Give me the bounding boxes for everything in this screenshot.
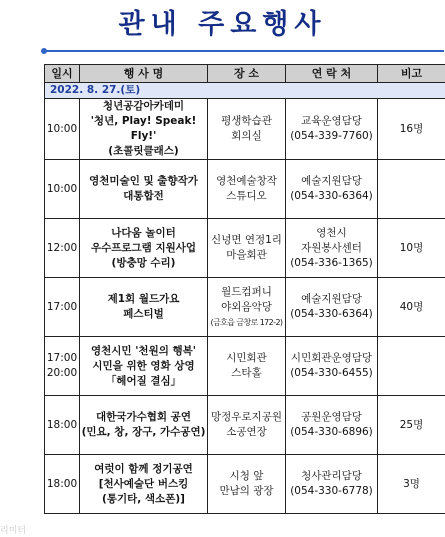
watermark: 리미터	[0, 526, 27, 536]
cell-event	[80, 337, 208, 396]
cell-time-line: 18:00	[46, 418, 78, 431]
cell-event-line: 시민을 위한 영화 상영	[92, 359, 195, 372]
page-title: 관내 주요행사	[118, 9, 327, 40]
cell-note	[378, 396, 445, 455]
header-contact: 연 락 처	[286, 65, 378, 83]
cell-contact	[286, 278, 378, 337]
cell-contact-line: 청사관리담당	[301, 470, 362, 482]
cell-note-line: 25명	[399, 418, 424, 431]
cell-contact-line: (054-330-6778)	[290, 485, 373, 497]
cell-contact-line: 예술지원담당	[301, 175, 362, 187]
cell-note	[378, 160, 445, 219]
cell-time-line: 12:00	[46, 241, 78, 254]
events-table	[44, 64, 445, 514]
cell-event	[80, 99, 208, 160]
cell-place	[208, 396, 286, 455]
header-time: 일시	[45, 65, 80, 83]
table-row	[45, 278, 445, 337]
cell-contact-line: (054-330-6455)	[290, 367, 373, 379]
cell-note	[378, 219, 445, 278]
cell-contact-line: 공원운영담당	[301, 411, 362, 423]
cell-event	[80, 455, 208, 514]
cell-place-line: 영천예술창작	[216, 175, 277, 187]
cell-place-line: 시민회관	[226, 352, 267, 364]
cell-event-line: 제1회 월드가요	[107, 293, 180, 305]
cell-contact-line: 교육운영담당	[301, 115, 362, 127]
cell-time-line: 10:00	[46, 122, 78, 135]
date-row	[45, 83, 445, 99]
table-row	[45, 160, 445, 219]
cell-time	[45, 455, 80, 514]
cell-event-line: 「헤어질 결심」	[105, 374, 182, 387]
cell-contact-line: (054-330-6364)	[290, 190, 373, 202]
cell-place-line: 소공연장	[226, 426, 267, 438]
cell-place	[208, 278, 286, 337]
date-label: 2022. 8. 27.(토)	[45, 83, 445, 99]
cell-time-line: 17:00	[46, 352, 78, 364]
cell-event-line: (통기타, 색소폰)]	[102, 492, 185, 505]
cell-time-line: 17:00	[46, 300, 78, 313]
cell-event-line: [천사예술단 버스킹	[98, 477, 189, 490]
cell-note	[378, 337, 445, 396]
cell-event-line: 여럿이 함께 정기공연	[94, 462, 193, 475]
cell-contact-line: 영천시	[316, 226, 347, 239]
cell-contact	[286, 396, 378, 455]
cell-event	[80, 219, 208, 278]
cell-place-line: 평생학습관	[221, 115, 272, 127]
cell-place-line: 시청 앞	[229, 470, 264, 482]
cell-time	[45, 160, 80, 219]
cell-note-line: 16명	[399, 122, 424, 135]
cell-contact	[286, 99, 378, 160]
cell-event-line: (방충망 수리)	[111, 256, 176, 269]
table-row	[45, 99, 445, 160]
cell-contact	[286, 337, 378, 396]
header-place: 장 소	[208, 65, 286, 83]
table-row	[45, 455, 445, 514]
table-row	[45, 337, 445, 396]
cell-place	[208, 455, 286, 514]
cell-event	[80, 160, 208, 219]
cell-contact-line: 예술지원담당	[301, 293, 362, 305]
table-row	[45, 219, 445, 278]
cell-place-line: 망정우로지공원	[210, 411, 282, 423]
cell-event-line: 영천시민 '천원의 행복'	[90, 344, 197, 357]
cell-contact-line: (054-336-1365)	[290, 256, 373, 269]
cell-time-line: 20:00	[46, 367, 78, 379]
cell-time	[45, 219, 80, 278]
cell-event	[80, 278, 208, 337]
cell-event-line: 대통합전	[123, 190, 164, 202]
header-row	[45, 65, 445, 83]
cell-contact-line: (054-339-7760)	[290, 130, 373, 142]
cell-time	[45, 99, 80, 160]
cell-time-line: 10:00	[46, 182, 78, 195]
cell-contact-line: (054-330-6364)	[290, 308, 373, 320]
cell-event-line: (민요, 창, 장구, 가수공연)	[81, 426, 206, 438]
cell-contact	[286, 219, 378, 278]
cell-event-line: 우수프로그램 지원사업	[90, 241, 197, 254]
cell-contact-line: (054-330-6896)	[290, 426, 373, 438]
cell-time-line: 18:00	[46, 477, 78, 490]
cell-place-line: 마을회관	[226, 249, 267, 261]
cell-note-line: 10명	[399, 241, 424, 254]
header-event: 행 사 명	[80, 65, 208, 83]
cell-place-line: (금호읍 금창로 172-2)	[210, 317, 283, 327]
cell-contact	[286, 455, 378, 514]
cell-place-line: 신녕면 연정1리	[211, 234, 282, 246]
header-note: 비고	[378, 65, 445, 83]
cell-place-line: 회의실	[231, 130, 262, 142]
cell-place-line: 만남의 광장	[219, 485, 274, 497]
cell-note-line: 3명	[403, 477, 420, 490]
cell-place-line: 스튜디오	[226, 190, 267, 202]
cell-event-line: (초콜릿클래스)	[108, 145, 179, 157]
cell-event-line: 대한국가수협회 공연	[96, 411, 191, 423]
cell-event-line: 페스티벌	[123, 308, 164, 320]
cell-note-line: 40명	[399, 300, 424, 313]
cell-event-line: '청년, Play! Speak! Fly!'	[90, 115, 197, 142]
cell-contact	[286, 160, 378, 219]
title-underline	[44, 50, 444, 52]
cell-place	[208, 99, 286, 160]
cell-place-line: 월드컴퍼니	[221, 285, 272, 298]
cell-place	[208, 160, 286, 219]
cell-event-line: 나다움 놀이터	[111, 226, 176, 239]
cell-event-line: 청년공감아카데미	[102, 100, 185, 112]
cell-contact-line: 자원봉사센터	[301, 241, 362, 254]
cell-note	[378, 455, 445, 514]
cell-place	[208, 219, 286, 278]
cell-contact-line: 시민회관운영담당	[290, 352, 373, 364]
cell-event	[80, 396, 208, 455]
table-row	[45, 396, 445, 455]
cell-note	[378, 278, 445, 337]
cell-place-line: 스타홀	[231, 367, 262, 379]
cell-note	[378, 99, 445, 160]
cell-time	[45, 278, 80, 337]
cell-place	[208, 337, 286, 396]
cell-time	[45, 337, 80, 396]
cell-event-line: 영천미술인 및 출향작가	[89, 175, 198, 187]
cell-time	[45, 396, 80, 455]
cell-place-line: 야외음악당	[221, 300, 272, 313]
